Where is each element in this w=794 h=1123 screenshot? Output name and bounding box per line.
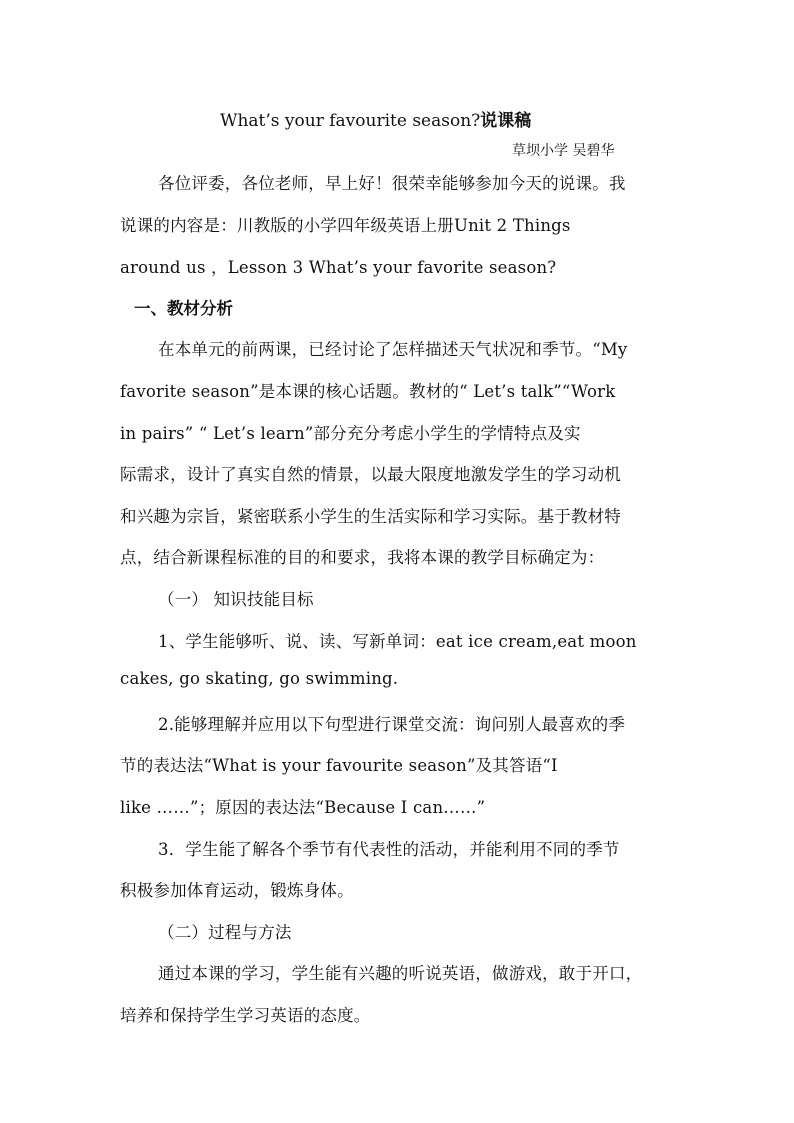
paragraph-line: 积极参加体育运动，锻炼身体。 <box>120 881 354 900</box>
paragraph-line: favorite season”是本课的核心话题。教材的“ Let’s talk”“Work <box>120 382 616 401</box>
paragraph-line: cakes, go skating, go swimming. <box>120 669 399 688</box>
section-heading: 一、教材分析 <box>134 299 233 318</box>
paragraph-line: like ……”；原因的表达法“Because I can……” <box>120 798 486 817</box>
paragraph-line: 说课的内容是：川教版的小学四年级英语上册Unit 2 Things <box>120 216 571 235</box>
paragraph-line: in pairs” “ Let’s learn”部分充分考虑小学生的学情特点及实 <box>120 424 581 443</box>
author-line: 草坝小学 吴碧华 <box>512 143 615 159</box>
paragraph-line: 培养和保持学生学习英语的态度。 <box>120 1006 371 1025</box>
paragraph-line: 各位评委，各位老师，早上好！很荣幸能够参加今天的说课。我 <box>158 174 626 193</box>
paragraph-line: 和兴趣为宗旨，紧密联系小学生的生活实际和学习实际。基于教材特 <box>120 507 621 526</box>
subsection-heading: （一） 知识技能目标 <box>158 590 314 609</box>
paragraph-line: 2.能够理解并应用以下句型进行课堂交流：询问别人最喜欢的季 <box>158 715 626 734</box>
paragraph-line: 1、学生能够听、说、读、写新单词：eat ice cream,eat moon <box>158 632 637 651</box>
paragraph-line: 在本单元的前两课，已经讨论了怎样描述天气状况和季节。“My <box>158 340 628 359</box>
paragraph-line: 节的表达法“What is your favourite season”及其答语“I <box>120 756 558 775</box>
paragraph-line: 点，结合新课程标准的目的和要求，我将本课的教学目标确定为： <box>120 548 605 567</box>
paragraph-line: 际需求，设计了真实自然的情景，以最大限度地激发学生的学习动机 <box>120 465 621 484</box>
subsection-heading: （二）过程与方法 <box>158 923 292 942</box>
title-chinese: 说课稿 <box>480 111 532 131</box>
title-english: What’s your favourite season? <box>220 111 481 131</box>
paragraph-line: 通过本课的学习，学生能有兴趣的听说英语，做游戏，敢于开口， <box>158 964 643 983</box>
paragraph-line: around us ，Lesson 3 What’s your favorite season? <box>120 258 557 277</box>
document-title <box>220 106 531 131</box>
paragraph-line: 3．学生能了解各个季节有代表性的活动，并能利用不同的季节 <box>158 840 620 859</box>
